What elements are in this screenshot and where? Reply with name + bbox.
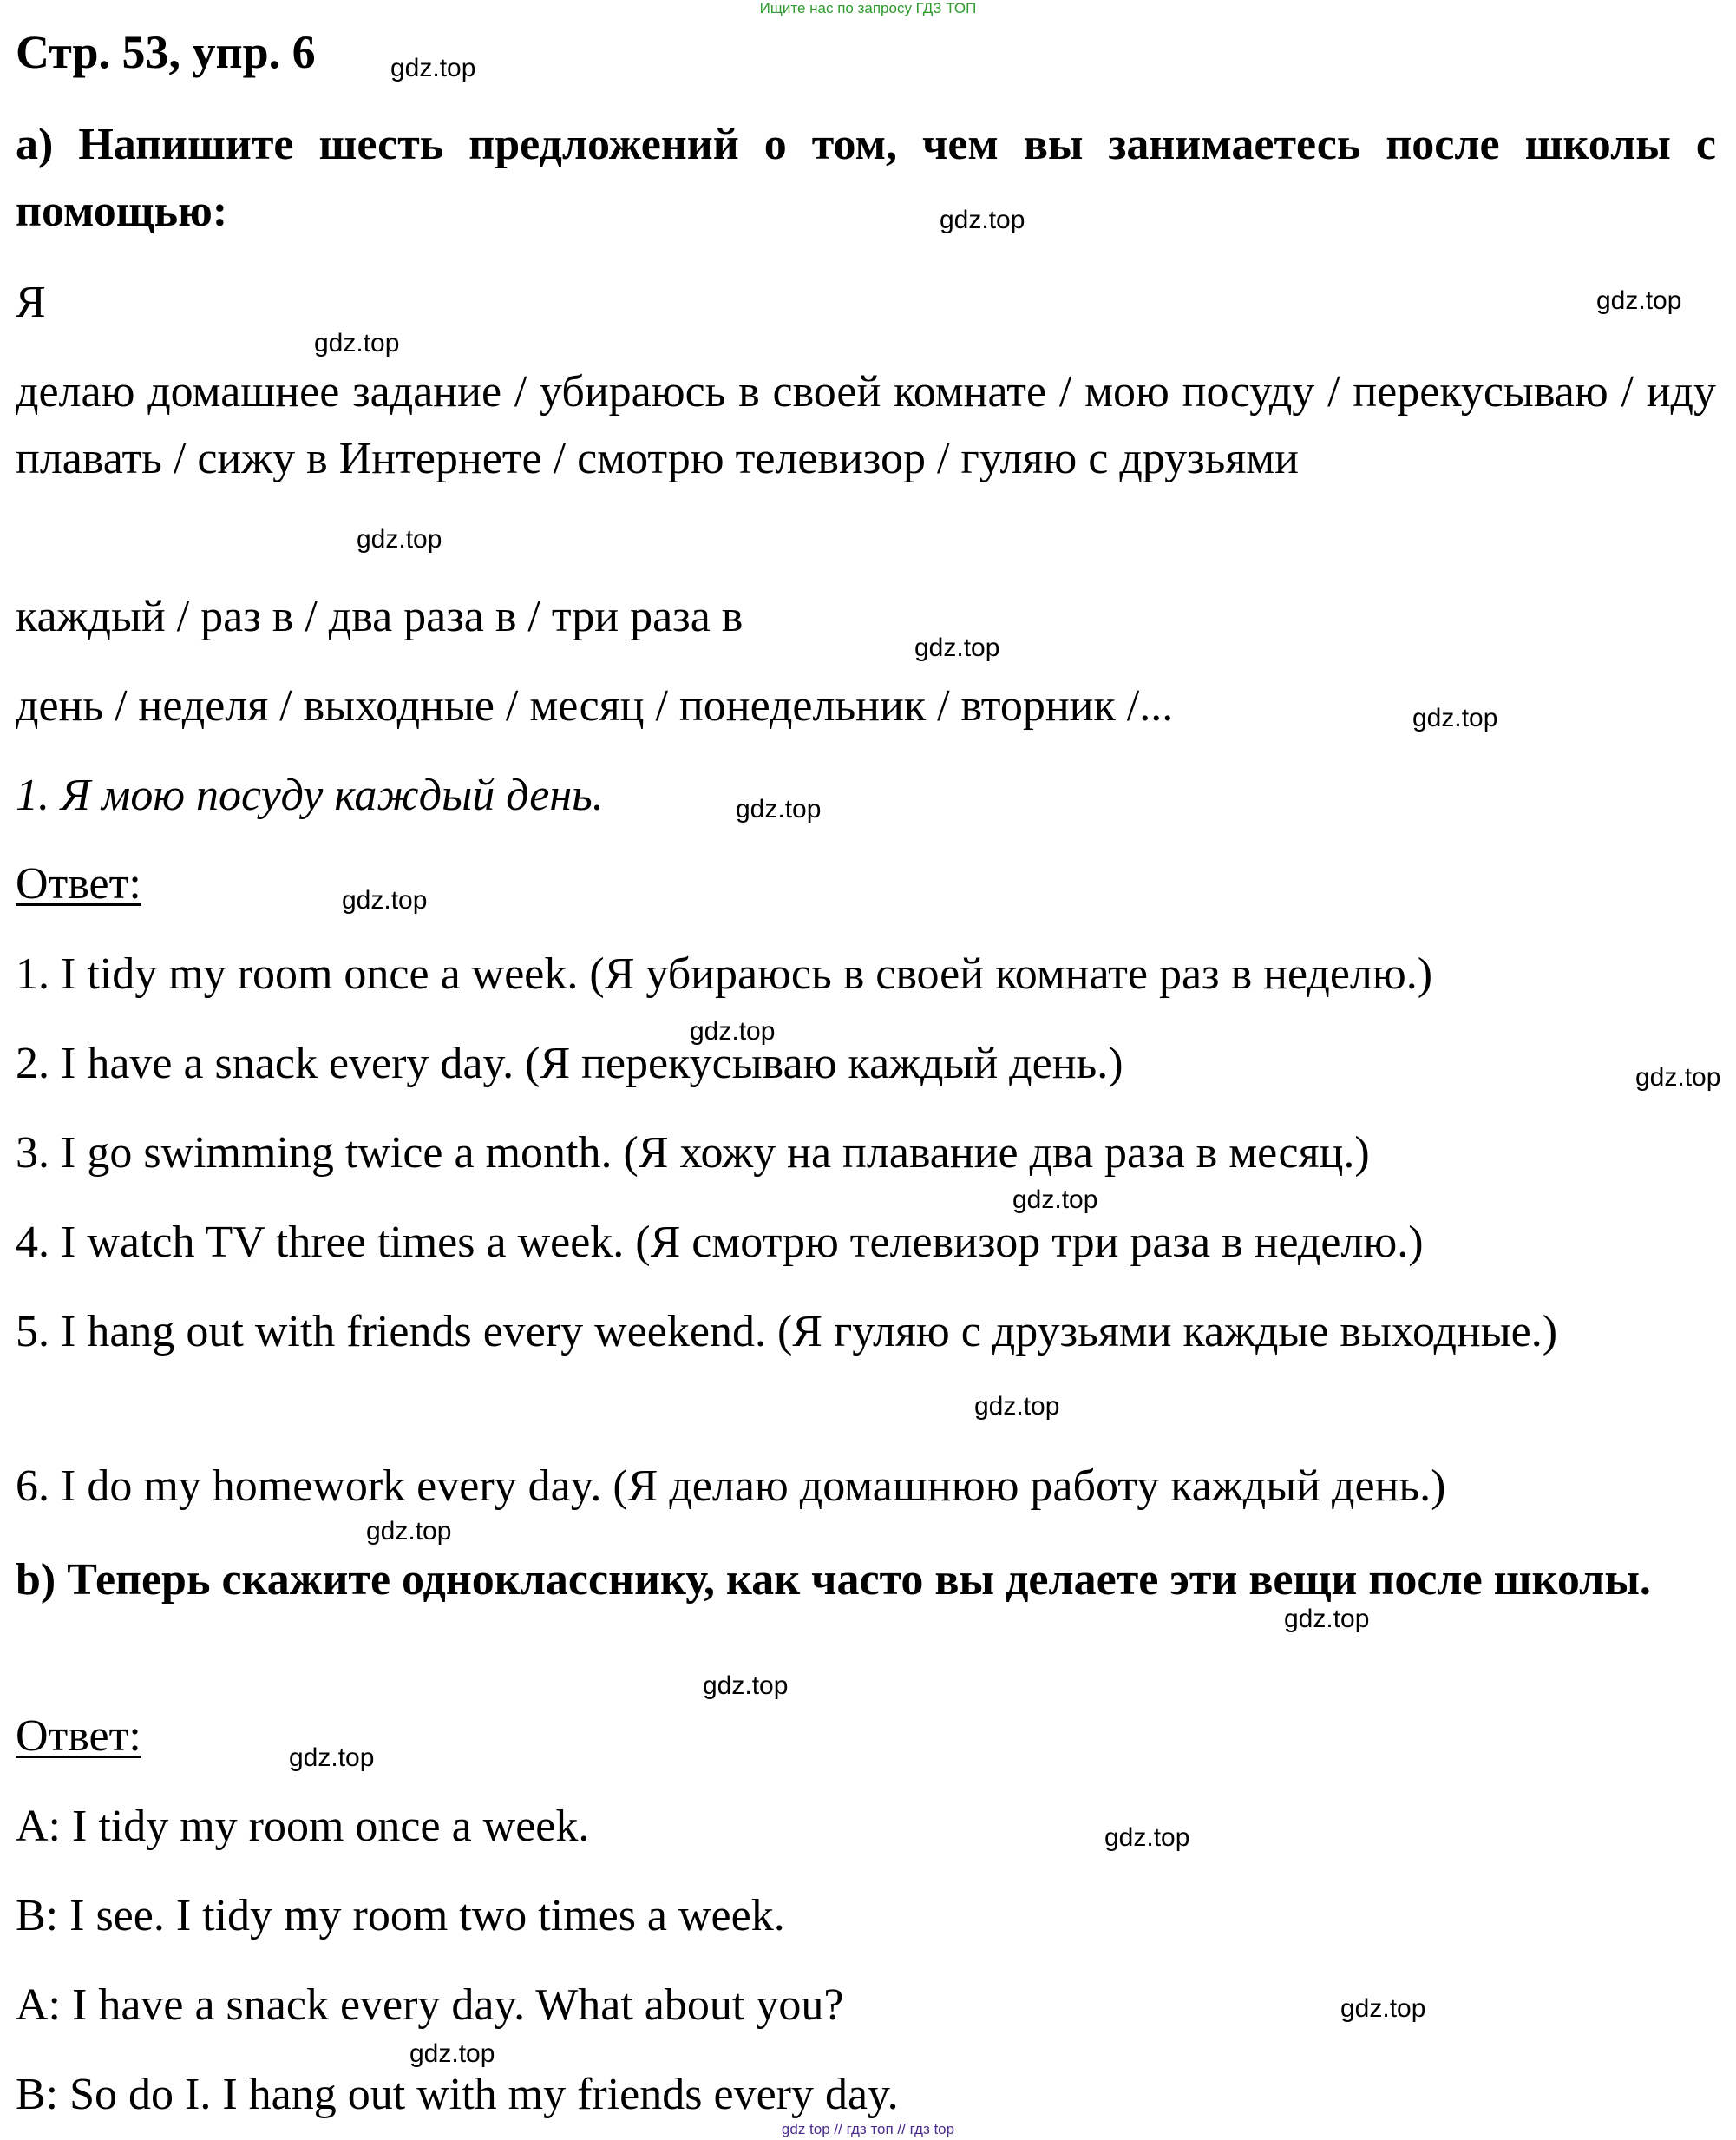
footer-links[interactable]: gdz top // гдз топ // гдз top bbox=[781, 2121, 955, 2137]
watermark: gdz.top bbox=[1412, 704, 1498, 732]
periods-list: день / неделя / выходные / месяц / понедельник / вторник /... bbox=[16, 681, 1174, 731]
answer-a-1: 1. I tidy my room once a week. (Я убираюсь в своей комнате раз в неделю.) bbox=[16, 949, 1433, 999]
dialogue-line-2: B: I see. I tidy my room two times a week. bbox=[16, 1891, 785, 1940]
task-a-heading: a) Напишите шесть предложений о том, чем вы занимаетесь после школы с помощью: bbox=[16, 120, 1716, 236]
watermark: gdz.top bbox=[289, 1743, 375, 1772]
watermark: gdz.top bbox=[409, 2039, 495, 2068]
answer-label: Ответ: bbox=[16, 1711, 141, 1761]
watermark: gdz.top bbox=[366, 1517, 452, 1546]
answer-a-6: 6. I do my homework every day. (Я делаю домашнюю работу каждый день.) bbox=[16, 1461, 1446, 1511]
watermark: gdz.top bbox=[940, 206, 1025, 234]
task-b-heading: b) Теперь скажите однокласснику, как часто вы делаете эти вещи после школы. bbox=[16, 1555, 1651, 1605]
watermark: gdz.top bbox=[1340, 1994, 1426, 2023]
watermark: gdz.top bbox=[390, 54, 476, 82]
watermark: gdz.top bbox=[1596, 286, 1682, 315]
answer-a-3: 3. I go swimming twice a month. (Я хожу на плавание два раза в месяц.) bbox=[16, 1128, 1370, 1178]
watermark: gdz.top bbox=[1284, 1605, 1370, 1633]
watermark: gdz.top bbox=[974, 1392, 1060, 1421]
dialogue-line-3: A: I have a snack every day. What about you? bbox=[16, 1980, 844, 2030]
watermark: gdz.top bbox=[703, 1671, 789, 1700]
answer-a-4: 4. I watch TV three times a week. (Я смотрю телевизор три раза в неделю.) bbox=[16, 1218, 1424, 1267]
frequency-list: каждый / раз в / два раза в / три раза в bbox=[16, 592, 744, 641]
dialogue-line-1: A: I tidy my room once a week. bbox=[16, 1802, 590, 1851]
watermark: gdz.top bbox=[357, 525, 442, 554]
watermark: gdz.top bbox=[914, 633, 1000, 662]
top-banner[interactable]: Ищите нас по запросу ГДЗ ТОП bbox=[759, 0, 977, 16]
watermark: gdz.top bbox=[736, 795, 822, 824]
pronoun-ya: Я bbox=[16, 278, 46, 327]
answer-label: Ответ: bbox=[16, 859, 141, 909]
watermark: gdz.top bbox=[1104, 1823, 1190, 1852]
activities-list: делаю домашнее задание / убираюсь в своей комнате / мою посуду / перекусываю / иду плавать / сижу в Интернете / смотрю телевизор / гуляю с друзьями bbox=[16, 367, 1716, 483]
answer-a-2: 2. I have a snack every day. (Я перекусываю каждый день.) bbox=[16, 1039, 1123, 1088]
watermark: gdz.top bbox=[1012, 1185, 1098, 1214]
answer-a-5: 5. I hang out with friends every weekend. (Я гуляю с друзьями каждые выходные.) bbox=[16, 1307, 1558, 1356]
watermark: gdz.top bbox=[690, 1017, 776, 1046]
dialogue-line-4: B: So do I. I hang out with my friends every day. bbox=[16, 2070, 899, 2119]
watermark: gdz.top bbox=[1635, 1063, 1721, 1092]
page-title: Стр. 53, упр. 6 bbox=[16, 26, 316, 78]
example-sentence: 1. Я мою посуду каждый день. bbox=[16, 771, 604, 820]
watermark: gdz.top bbox=[342, 886, 428, 915]
watermark: gdz.top bbox=[314, 329, 400, 358]
